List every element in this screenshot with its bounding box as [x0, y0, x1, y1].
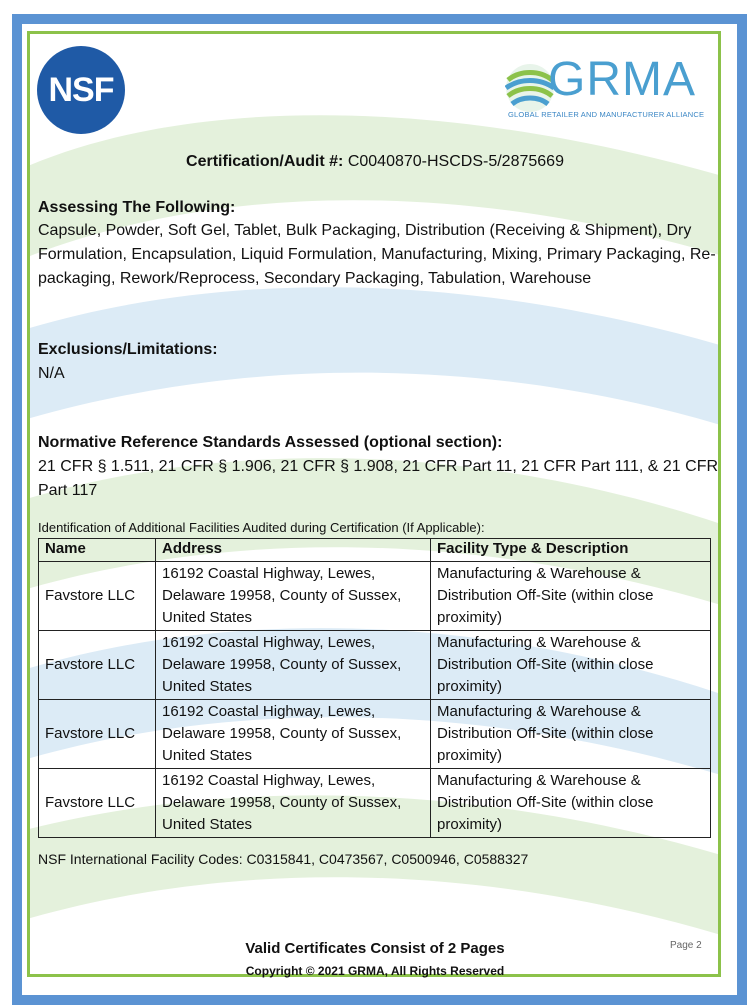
column-header-address: Address [156, 539, 431, 562]
grma-tagline: GLOBAL RETAILER AND MANUFACTURER ALLIANCE [508, 110, 705, 119]
assessing-text: Capsule, Powder, Soft Gel, Tablet, Bulk Packaging, Distribution (Receiving & Shipment), Dry Formulation, Encapsulation, Liquid Formulation, Manufacturing, Mixing, Primary Packaging, Re-packaging, Rework/Reprocess, Secondary Packaging, Tabulation, Warehouse [38, 222, 716, 287]
table-header-row [39, 539, 711, 562]
nsf-logo-text: NSF [48, 70, 114, 109]
facility-type: Manufacturing & Warehouse & Distribution Off-Site (within close proximity) [431, 700, 711, 769]
table-row [39, 769, 711, 838]
grma-logo-text: GRMA [548, 53, 696, 106]
facilities-table [38, 538, 711, 838]
assessing-heading: Assessing The Following: [38, 199, 236, 216]
copyright-notice: Copyright © 2021 GRMA, All Rights Reserved [245, 964, 505, 978]
page-number: Page 2 [670, 940, 702, 951]
facility-name: Favstore LLC [39, 769, 156, 838]
facility-address: 16192 Coastal Highway, Lewes, Delaware 19958, County of Sussex, United States [156, 562, 431, 631]
standards-heading: Normative Reference Standards Assessed (optional section): [38, 434, 503, 451]
facility-address: 16192 Coastal Highway, Lewes, Delaware 19958, County of Sussex, United States [156, 769, 431, 838]
facility-type: Manufacturing & Warehouse & Distribution Off-Site (within close proximity) [431, 631, 711, 700]
certification-label: Certification/Audit #: [186, 153, 344, 170]
exclusions-heading: Exclusions/Limitations: [38, 341, 218, 358]
facility-address: 16192 Coastal Highway, Lewes, Delaware 19958, County of Sussex, United States [156, 700, 431, 769]
certification-line [0, 153, 750, 171]
facility-type: Manufacturing & Warehouse & Distribution Off-Site (within close proximity) [431, 562, 711, 631]
table-row [39, 631, 711, 700]
valid-certificates-note: Valid Certificates Consist of 2 Pages [245, 940, 505, 957]
standards-text: 21 CFR § 1.511, 21 CFR § 1.906, 21 CFR § 1.908, 21 CFR Part 11, 21 CFR Part 111, & 21 CFR Part 117 [38, 458, 719, 499]
facility-codes: NSF International Facility Codes: C0315841, C0473567, C0500946, C0588327 [38, 851, 529, 867]
exclusions-text: N/A [38, 365, 65, 382]
facility-address: 16192 Coastal Highway, Lewes, Delaware 19958, County of Sussex, United States [156, 631, 431, 700]
facility-type: Manufacturing & Warehouse & Distribution Off-Site (within close proximity) [431, 769, 711, 838]
facility-name: Favstore LLC [39, 562, 156, 631]
certification-number: C0040870-HSCDS-5/2875669 [347, 153, 564, 170]
table-row [39, 562, 711, 631]
nsf-logo [37, 46, 125, 134]
column-header-name: Name [39, 539, 156, 562]
table-row [39, 700, 711, 769]
facility-name: Favstore LLC [39, 700, 156, 769]
facilities-caption: Identification of Additional Facilities Audited during Certification (If Applicable): [38, 520, 485, 535]
facility-name: Favstore LLC [39, 631, 156, 700]
column-header-type: Facility Type & Description [431, 539, 711, 562]
